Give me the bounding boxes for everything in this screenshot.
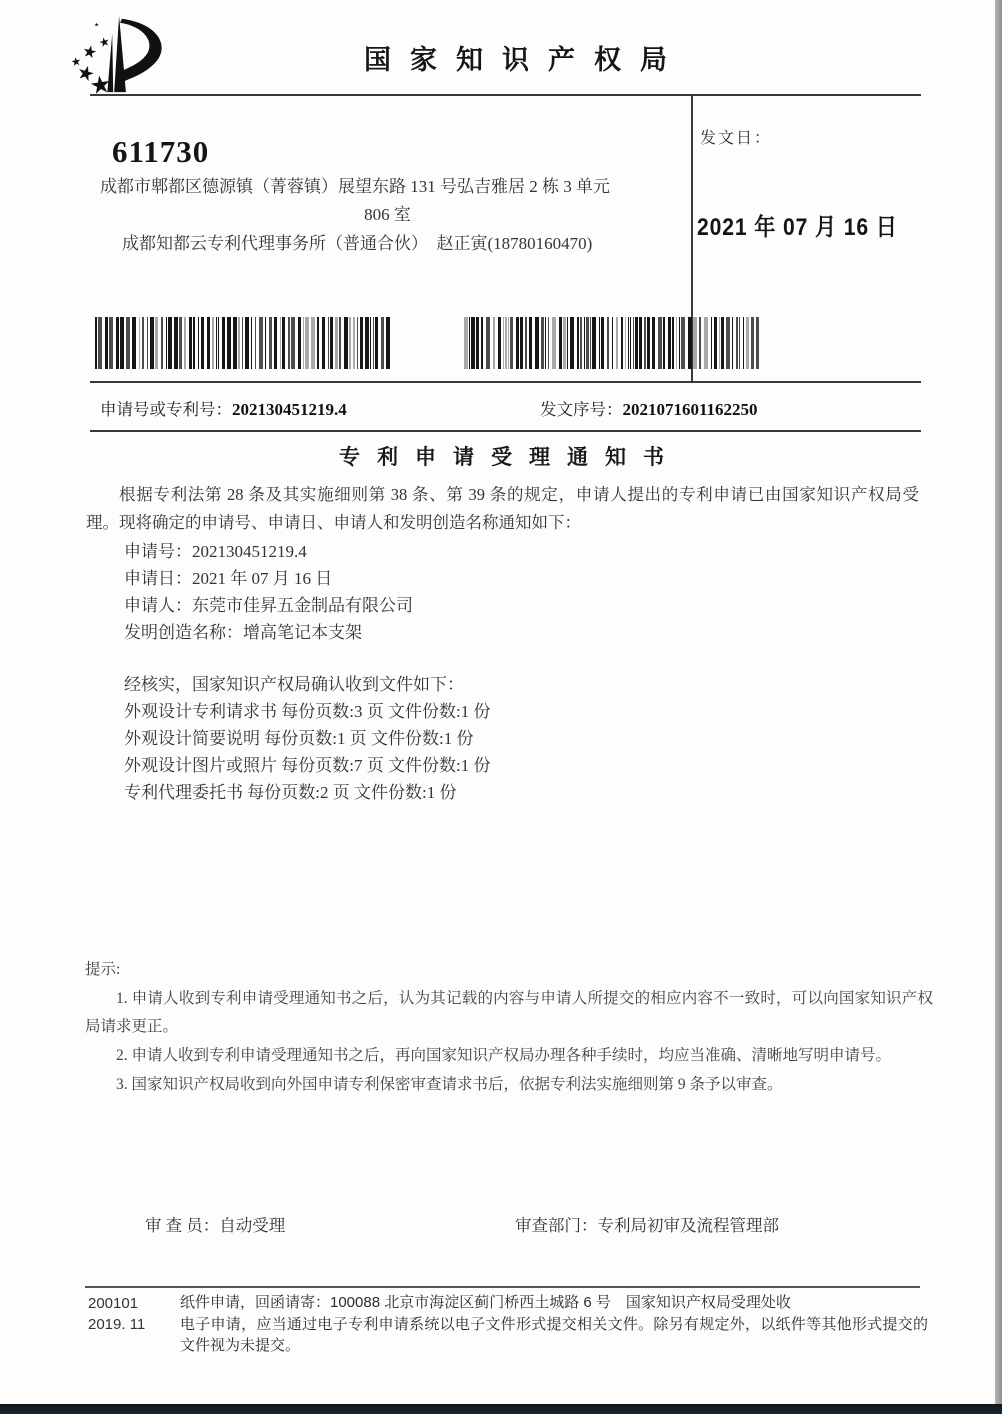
tip-item-3: 3. 国家知识产权局收到向外国申请专利保密审查请求书后，依据专利法实施细则第 9 条予以审查。 xyxy=(116,1076,783,1093)
footer-notes xyxy=(180,1292,928,1357)
scan-page-edge-right xyxy=(995,0,1002,1414)
serial-number-label: 发文序号： xyxy=(540,400,623,419)
field-application-date: 申请日：2021 年 07 月 16 日 xyxy=(124,569,333,588)
tips-section xyxy=(85,956,933,1099)
barcode-left xyxy=(95,317,391,369)
examiner-value: 自动受理 xyxy=(219,1216,286,1235)
received-doc-item: 外观设计简要说明 每份页数:1 页 文件份数:1 份 xyxy=(124,729,474,748)
header-divider xyxy=(90,94,921,96)
recipient-address-line1: 成都市郫都区德源镇（菁蓉镇）展望东路 131 号弘吉雅居 2 栋 3 单元 xyxy=(100,177,610,196)
received-intro: 经核实，国家知识产权局确认收到文件如下： xyxy=(124,675,464,694)
footer-paper-note: 纸件申请，回函请寄：100088 北京市海淀区蓟门桥西土城路 6 号 国家知识产权局受理处收 xyxy=(180,1294,791,1311)
footer-divider xyxy=(85,1286,920,1288)
field-invention-name: 发明创造名称：增高笔记本支架 xyxy=(124,623,362,642)
application-number-value: 202130451219.4 xyxy=(232,400,347,419)
mid-divider xyxy=(90,381,921,383)
serial-number-row xyxy=(540,396,758,420)
field-applicant: 申请人：东莞市佳昇五金制品有限公司 xyxy=(124,596,413,615)
field-application-number: 申请号：202130451219.4 xyxy=(124,542,307,561)
department-value: 专利局初审及流程管理部 xyxy=(597,1216,779,1235)
serial-number-value: 2021071601162250 xyxy=(622,400,758,419)
postal-code: 611730 xyxy=(112,134,210,169)
form-date: 2019. 11 xyxy=(88,1316,146,1333)
notice-intro-paragraph: 根据专利法第 28 条及其实施细则第 38 条、第 39 条的规定，申请人提出的专利申请已由国家知识产权局受理。现将确定的申请号、申请日、申请人和发明创造名称通知如下： xyxy=(86,485,919,532)
application-number-label: 申请号或专利号： xyxy=(100,400,232,419)
notice-title: 专利申请受理通知书 xyxy=(339,445,681,469)
agent-line: 成都知都云专利代理事务所（普通合伙） 赵正寅(18780160470) xyxy=(122,234,593,253)
examiner-label: 审 查 员： xyxy=(145,1216,220,1235)
form-code: 200101 xyxy=(88,1295,139,1312)
received-doc-item: 外观设计图片或照片 每份页数:7 页 文件份数:1 份 xyxy=(124,756,491,775)
tip-item-2: 2. 申请人收到专利申请受理通知书之后，再向国家知识产权局办理各种手续时，均应当准确、清晰地写明申请号。 xyxy=(116,1047,892,1064)
application-number-row xyxy=(100,396,347,420)
footer-electronic-note: 电子申请，应当通过电子专利申请系统以电子文件形式提交相关文件。除另有规定外，以纸件等其他形式提交的文件视为未提交。 xyxy=(180,1315,928,1354)
department-row xyxy=(515,1212,779,1236)
scan-page-edge-bottom xyxy=(0,1404,1002,1414)
department-label: 审查部门： xyxy=(515,1216,598,1235)
recipient-address-line2: 806 室 xyxy=(364,205,411,224)
application-fields xyxy=(124,538,824,646)
tips-title: 提示: xyxy=(85,961,121,978)
form-code-block xyxy=(88,1293,145,1335)
examiner-row xyxy=(145,1212,285,1236)
agency-title: 国家知识产权局 xyxy=(364,45,686,75)
dispatch-date-value: 2021 年 07 月 16 日 xyxy=(697,214,898,241)
tip-item-1: 1. 申请人收到专利申请受理通知书之后，认为其记载的内容与申请人所提交的相应内容不一致时，可以向国家知识产权局请求更正。 xyxy=(85,990,933,1035)
dispatch-date-label: 发文日： xyxy=(700,130,773,147)
barcode-right xyxy=(464,317,760,369)
received-doc-item: 专利代理委托书 每份页数:2 页 文件份数:1 份 xyxy=(124,783,457,802)
received-documents xyxy=(124,671,824,806)
reference-row-divider xyxy=(90,430,921,432)
received-doc-item: 外观设计专利请求书 每份页数:3 页 文件份数:1 份 xyxy=(124,702,491,721)
